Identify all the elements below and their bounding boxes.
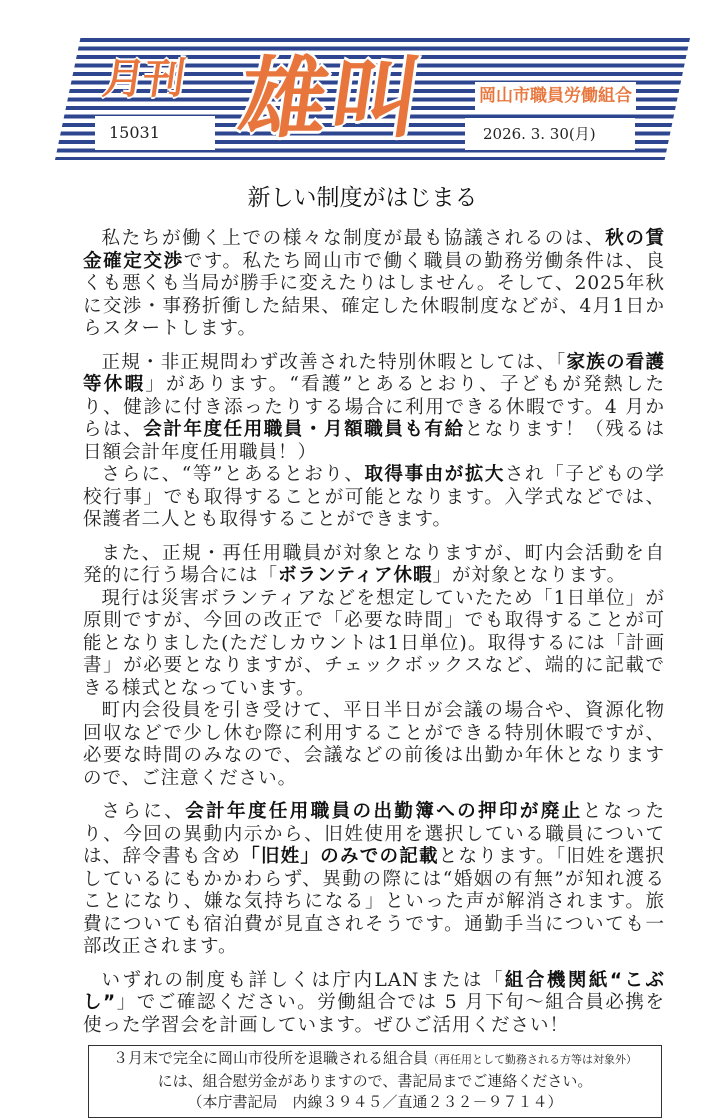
paragraph-text: さらに、“等”とあるとおり、 — [101, 464, 365, 485]
article-paragraph — [83, 352, 665, 465]
emphasized-text: 「旧姓」のみでの記載 — [241, 846, 439, 867]
notice-note: （再任用として勤務される方等は対象外） — [428, 1053, 637, 1066]
paragraph-text: となったり、今回の異動内示から、旧姓使用を選択している職員については、辞令書も含め — [83, 801, 665, 867]
article-paragraph — [83, 543, 665, 588]
paragraph-text: 正規・非正規問わず改善された特別休暇としては、「 — [101, 351, 567, 373]
paragraph-text: となります。「旧姓を選択しているにもかかわらず、異動の際には“婚姻の有無”が知れ渡ることになり、嫌な気持ちになる」といった声が解消されます。旅費についても宿泊費が見直されそうです。通勤手当についても一部改正されます。 — [83, 846, 665, 957]
notice-text: ３月末で完全に岡山市役所を退職される組合員 — [112, 1049, 428, 1067]
article-paragraph — [83, 801, 665, 959]
emphasized-text: 家族の看護等休暇 — [83, 351, 665, 395]
article-section — [83, 228, 665, 341]
paragraph-text: また、正規・再任用職員が対象となりますが、町内会活動を自発的に行う場合には「 — [83, 542, 665, 586]
emphasized-text: 秋の賃金確定交渉 — [83, 228, 665, 272]
retirement-notice-box — [88, 1045, 662, 1118]
article-paragraph — [83, 228, 665, 341]
article-flow — [83, 228, 665, 1118]
article-section — [83, 801, 665, 959]
paragraph-text: 私たちが働く上での様々な制度が最も協議されるのは、 — [101, 228, 606, 249]
emphasized-text: ボランティア休暇 — [278, 565, 433, 586]
notice-line-2: には、組合慰労金がありますので、書記局までご連絡ください。 — [157, 1071, 593, 1090]
paragraph-text: 」が対象となります。 — [432, 565, 627, 586]
paragraph-text: さらに、 — [101, 801, 186, 822]
notice-contact: （本庁書記局 内線３９４５／直通２３２－９７１４） — [187, 1093, 563, 1111]
article-body — [83, 228, 665, 1037]
organization-name: 岡山市職員労働組合 — [475, 82, 636, 110]
paragraph-text: 町内会役員を引き受けて、平日半日が会議の場合や、資源化物回収などで少し休む際に利用することができる特別休暇ですが、必要な時間のみなので、会議などの前後は出勤か年休となりますので、ご注意ください。 — [83, 700, 665, 789]
masthead-logo-title: 雄叫 — [232, 47, 432, 150]
article-paragraph — [83, 588, 665, 701]
article-paragraph — [83, 970, 665, 1038]
article-section — [83, 970, 665, 1038]
masthead-banner — [55, 38, 690, 160]
issue-number: 15031 — [95, 116, 215, 150]
article-paragraph — [83, 464, 665, 532]
paragraph-text: です。私たち岡山市で働く職員の勤務労働条件は、良くも悪くも当局が勝手に変えたりはしません。そして、2025年秋に交渉・事務折衝した結果、確定した休暇制度などが、4月1日からスタートします。 — [83, 250, 665, 339]
article-section — [83, 543, 665, 791]
paragraph-text: 」でご確認ください。労働組合では 5 月下旬～組合員必携を使った学習会を計画しています。ぜひご活用ください！ — [83, 992, 665, 1036]
masthead-logo-monthly: 月刊 — [99, 54, 187, 103]
paragraph-text: 」があります。“看護”とあるとおり、子どもが発熱したり、健診に付き添ったりする場合に利用できる休暇です。4 月からは、 — [83, 374, 665, 440]
emphasized-text: 会計年度任用職員・月額職員も有給 — [143, 419, 465, 440]
paragraph-text: となります！（残るは日額会計年度任用職員！） — [83, 419, 665, 463]
issue-date: 2026. 3. 30(月) — [465, 118, 635, 150]
emphasized-text: 組合機関紙“こぶし” — [83, 969, 665, 1013]
article-paragraph — [83, 700, 665, 790]
emphasized-text: 取得事由が拡大 — [364, 464, 505, 485]
paragraph-text: いずれの制度も詳しくは庁内LANまたは「 — [101, 969, 505, 991]
paragraph-text: 現行は災害ボランティアなどを想定していたため「1日単位」が原則ですが、今回の改正で「必要な時間」でも取得することが可能となりました(ただしカウントは1日単位)。取得するには「計画書」が必要となりますが、チェックボックスなど、端的に記載できる様式となっています。 — [83, 587, 665, 699]
emphasized-text: 会計年度任用職員の出勤簿への押印が廃止 — [185, 801, 583, 822]
paragraph-text: され「子どもの学校行事」でも取得することが可能となります。入学式などでは、保護者二人とも取得することができます。 — [83, 464, 665, 530]
article-section — [83, 352, 665, 532]
notice-line-1 — [89, 1048, 661, 1071]
article-title: 新しい制度がはじまる — [247, 185, 478, 211]
